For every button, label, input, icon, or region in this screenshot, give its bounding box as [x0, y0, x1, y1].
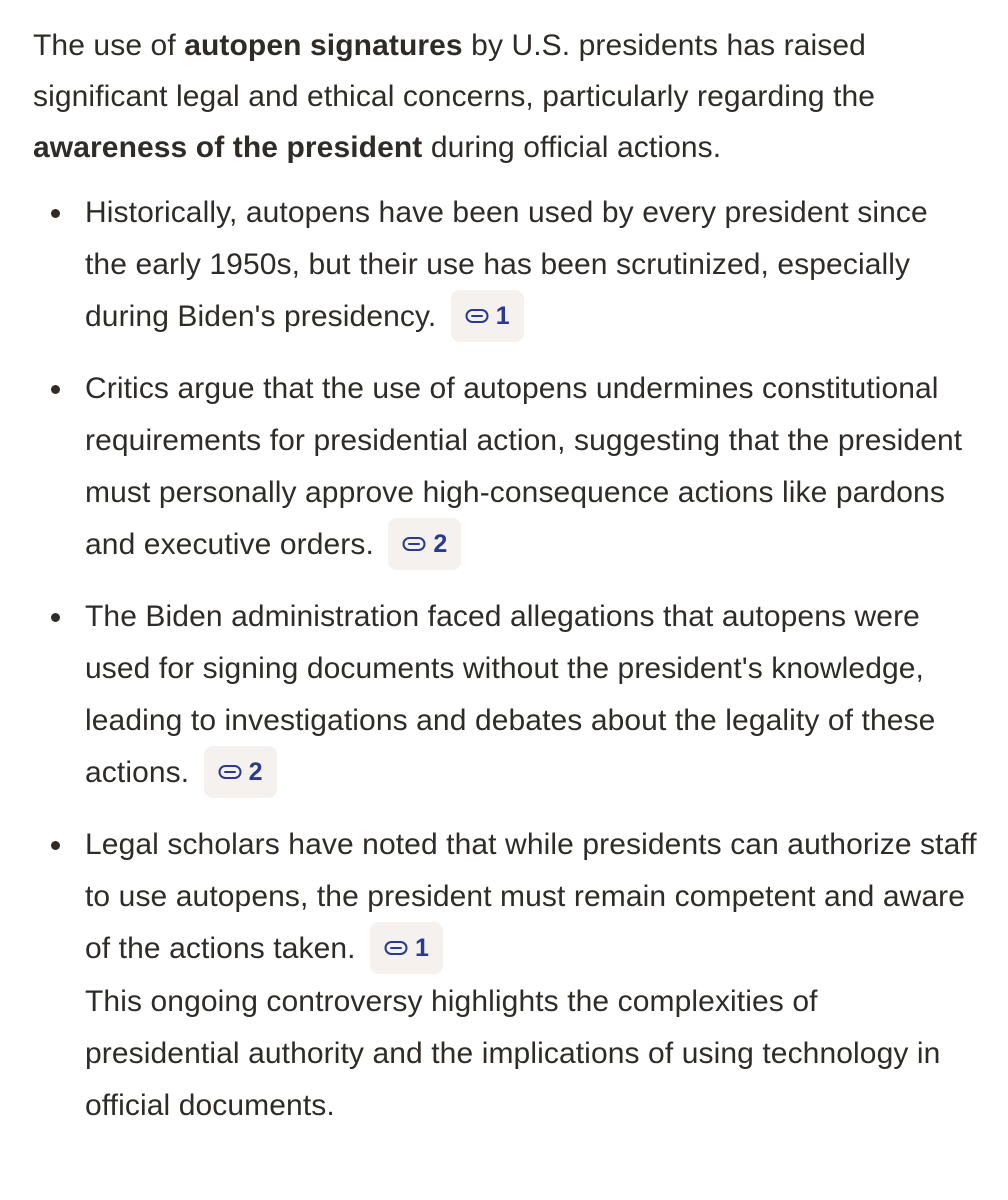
bullet-text: Critics argue that the use of autopens undermines constitutional requirements for presidential action, suggesting that the president must personally approve high-consequence actions like pardons and executive orders.: [85, 372, 963, 562]
citation-chip-2[interactable]: [388, 518, 461, 570]
bullet-list: [33, 187, 978, 1132]
intro-text-1: The use of: [33, 29, 185, 62]
closing-paragraph: This ongoing controversy highlights the complexities of presidential authority and the implications of using technology in official documents.: [85, 985, 941, 1123]
link-icon: [218, 764, 242, 780]
list-item: [33, 591, 978, 800]
intro-bold-autopen-signatures: autopen signatures: [184, 29, 463, 62]
citation-number: 2: [248, 757, 263, 786]
citation-chip-1[interactable]: [451, 290, 524, 342]
intro-bold-awareness: awareness of the president: [33, 131, 423, 164]
bullet-text: Historically, autopens have been used by every president since the early 1950s, but their use has been scrutinized, especially during Biden's presidency.: [85, 196, 928, 333]
link-icon: [465, 308, 489, 324]
intro-paragraph: [33, 20, 978, 173]
bullet-text: The Biden administration faced allegations that autopens were used for signing documents without the president's knowledge, leading to investigations and debates about the legality of these actions.: [85, 600, 936, 790]
intro-text-2: by U.S. presidents has raised significant legal and ethical concerns, particularly regarding the: [33, 29, 876, 113]
link-icon: [402, 536, 426, 552]
list-item: [33, 819, 978, 1132]
citation-chip-2[interactable]: [204, 746, 277, 798]
list-item: [33, 363, 978, 572]
citation-number: 1: [495, 301, 510, 330]
link-icon: [384, 940, 408, 956]
citation-number: 2: [433, 529, 448, 558]
intro-text-3: during official actions.: [422, 131, 722, 164]
list-item: [33, 187, 978, 344]
citation-number: 1: [415, 933, 430, 962]
bullet-text: Legal scholars have noted that while presidents can authorize staff to use autopens, the president must remain competent and aware of the actions taken.: [85, 828, 977, 966]
citation-chip-1[interactable]: [370, 922, 443, 974]
